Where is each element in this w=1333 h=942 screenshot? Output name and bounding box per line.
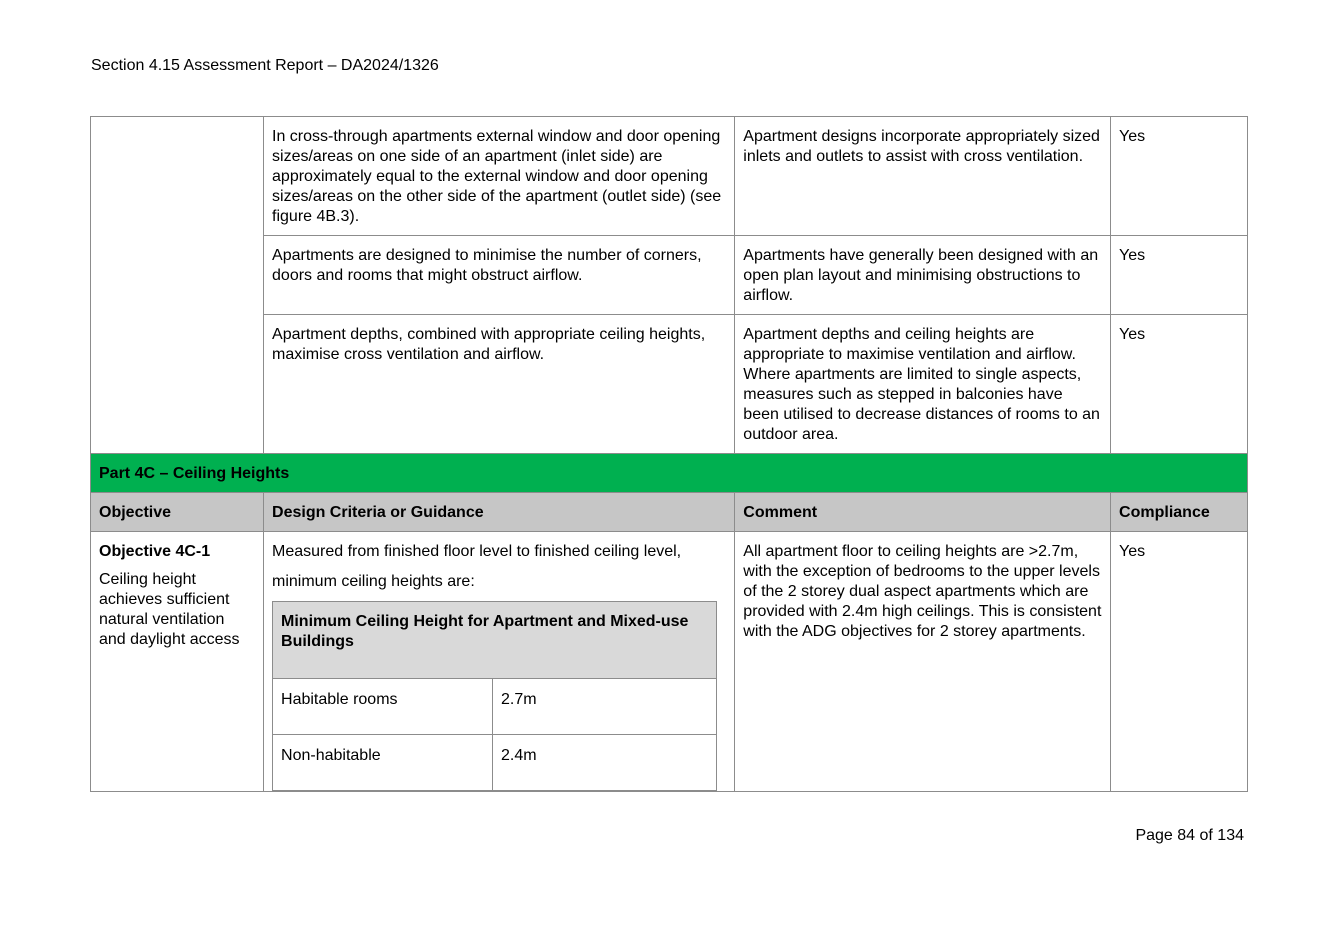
objective-cell-empty [91,117,264,454]
compliance-cell: Yes [1111,117,1248,236]
objective-description: Ceiling height achieves sufficient natural ventilation and daylight access [99,571,240,648]
column-header-criteria: Design Criteria or Guidance [264,493,735,532]
objective-title: Objective 4C-1 [99,543,211,560]
column-header-comment: Comment [735,493,1111,532]
table-row [91,315,1248,454]
page-number: Page 84 of 134 [1135,827,1244,844]
assessment-table [90,116,1248,792]
height-value-cell: 2.4m [493,735,717,791]
table-row [91,236,1248,315]
comment-cell: Apartment designs incorporate appropriately sized inlets and outlets to assist with cross ventilation. [735,117,1111,236]
compliance-cell: Yes [1111,532,1248,792]
criteria-cell: In cross-through apartments external window and door opening sizes/areas on one side of an apartment (inlet side) are approximately equal to the external window and door opening sizes/areas on the other side of the apartment (outlet side) (see figure 4B.3). [264,117,735,236]
criteria-cell: Apartment depths, combined with appropriate ceiling heights, maximise cross ventilation and airflow. [264,315,735,454]
compliance-cell: Yes [1111,315,1248,454]
comment-cell: Apartment depths and ceiling heights are appropriate to maximise ventilation and airflow. Where apartments are limited to single aspects, measures such as stepped in balconies have been utilised to decrease distances of rooms to an outdoor area. [735,315,1111,454]
height-value-cell: 2.7m [493,679,717,735]
criteria-intro: Measured from finished floor level to finished ceiling level, minimum ceiling heights are: [272,543,682,590]
column-header-objective: Objective [91,493,264,532]
column-header-row [91,493,1248,532]
page-header: Section 4.15 Assessment Report – DA2024/1326 [91,57,439,74]
room-type-cell: Non-habitable [273,735,493,791]
objective-cell [91,532,264,792]
table-row [273,735,717,791]
table-row [273,679,717,735]
column-header-compliance: Compliance [1111,493,1248,532]
comment-cell: Apartments have generally been designed with an open plan layout and minimising obstructions to airflow. [735,236,1111,315]
part-heading: Part 4C – Ceiling Heights [91,454,1248,493]
ceiling-height-table [272,601,717,791]
compliance-cell: Yes [1111,236,1248,315]
criteria-cell [264,532,735,792]
criteria-cell: Apartments are designed to minimise the number of corners, doors and rooms that might obstruct airflow. [264,236,735,315]
objective-row [91,532,1248,792]
comment-cell: All apartment floor to ceiling heights are >2.7m, with the exception of bedrooms to the upper levels of the 2 storey dual aspect apartments which are provided with 2.4m high ceilings. This is consistent with the ADG objectives for 2 storey apartments. [735,532,1111,792]
table-row [91,117,1248,236]
ceiling-height-table-heading: Minimum Ceiling Height for Apartment and Mixed-use Buildings [273,602,717,679]
room-type-cell: Habitable rooms [273,679,493,735]
part-heading-row [91,454,1248,493]
